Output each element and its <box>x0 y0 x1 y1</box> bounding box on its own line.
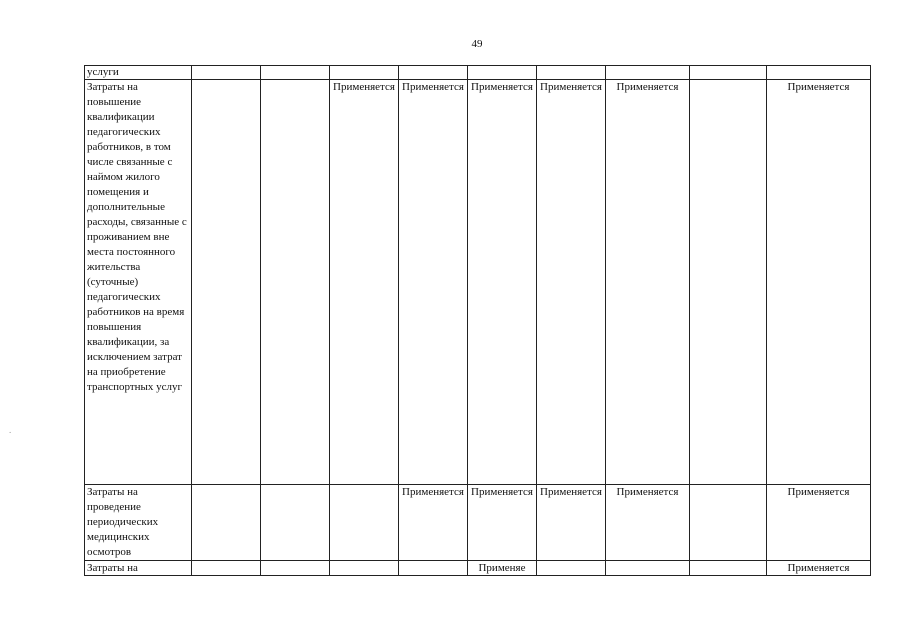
table-cell: Применяется <box>468 485 537 561</box>
table-cell <box>690 485 767 561</box>
table-cell <box>261 561 330 576</box>
table-cell <box>330 66 399 80</box>
table-cell: Применяется <box>767 485 871 561</box>
table-cell: Применяется <box>606 485 690 561</box>
table-cell: Применяется <box>399 80 468 485</box>
row-label: Затраты на проведение периодических медицинских осмотров <box>85 485 192 561</box>
table-cell <box>399 561 468 576</box>
table-cell <box>261 485 330 561</box>
table-cell: Применяе <box>468 561 537 576</box>
table-cell <box>261 80 330 485</box>
table-cell: Применяется <box>537 485 606 561</box>
table-cell <box>606 66 690 80</box>
table-cell: Применяется <box>330 80 399 485</box>
table-cell <box>399 66 468 80</box>
table-cell <box>192 485 261 561</box>
table-cell <box>537 66 606 80</box>
table-cell <box>537 561 606 576</box>
table-cell <box>606 561 690 576</box>
table-cell <box>690 80 767 485</box>
row-label: Затраты на повышение квалификации педагогических работников, в том числе связанные с наймом жилого помещения и дополнительные расходы, связанные с проживанием вне места постоянного жительства (суточные) педагогических работников на время повышения квалификации, за исключением затрат на приобретение транспортных услуг <box>85 80 192 485</box>
table-row <box>85 561 871 576</box>
table-cell <box>767 66 871 80</box>
cost-table <box>84 65 871 576</box>
table-cell <box>690 561 767 576</box>
table-cell <box>192 66 261 80</box>
table-cell <box>690 66 767 80</box>
table-cell: Применяется <box>767 561 871 576</box>
table-cell: Применяется <box>468 80 537 485</box>
table-row <box>85 485 871 561</box>
table-cell <box>192 561 261 576</box>
table-cell <box>330 485 399 561</box>
row-label: услуги <box>85 66 192 80</box>
table-cell: Применяется <box>606 80 690 485</box>
page-number: 49 <box>471 38 483 50</box>
table-cell <box>330 561 399 576</box>
table-cell: Применяется <box>767 80 871 485</box>
table-cell <box>192 80 261 485</box>
table-cell <box>261 66 330 80</box>
margin-mark: . <box>9 425 12 435</box>
table-row <box>85 66 871 80</box>
row-label: Затраты на <box>85 561 192 576</box>
table-cell: Применяется <box>399 485 468 561</box>
table-cell: Применяется <box>537 80 606 485</box>
table-cell <box>468 66 537 80</box>
table-row <box>85 80 871 485</box>
